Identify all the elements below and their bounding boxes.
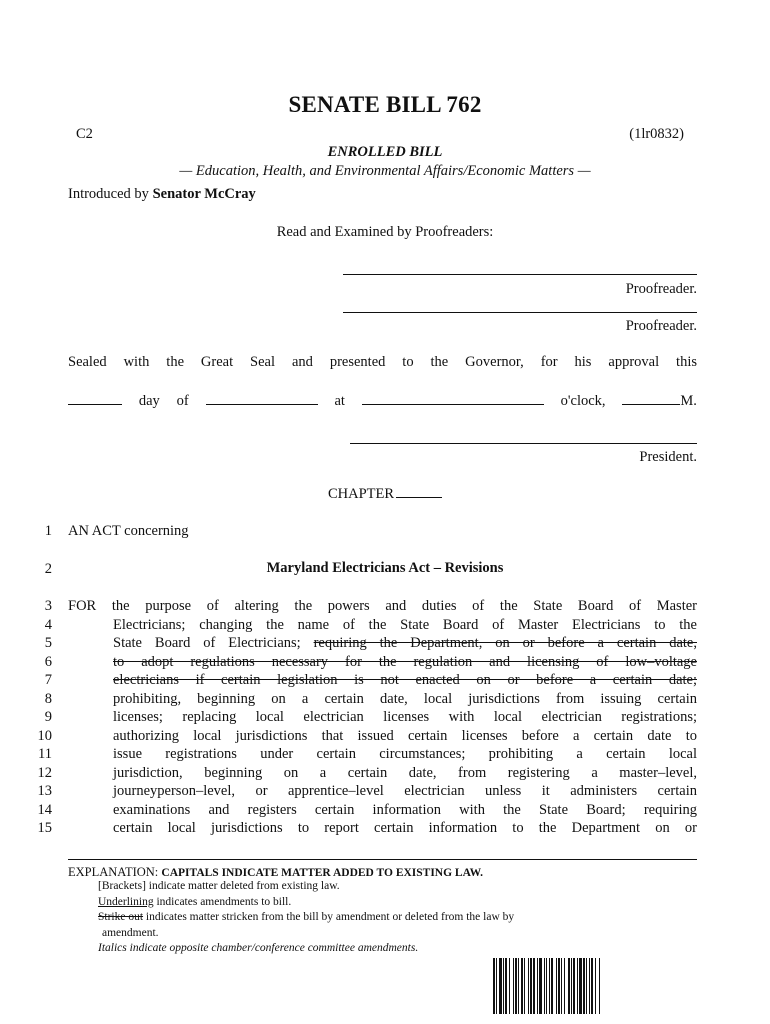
line-number: 5 [44,635,52,651]
explanation-lead: EXPLANATION: [68,865,159,879]
purpose-line: issue registrations under certain circumstances; prohibiting a certain local [113,746,697,762]
chapter-line [0,485,770,503]
draft-code: (1lr0832) [629,126,684,142]
line-number: 7 [44,672,52,688]
stricken-text: requiring the Department, on or before a certain date, [313,635,697,651]
barcode-bar [530,958,532,1014]
sponsor-name: Senator McCray [152,186,256,202]
line-number: 15 [37,820,52,836]
at-word: at [334,393,345,409]
barcode-bar [509,958,510,1014]
purpose-line: prohibiting, beginning on a certain date, local jurisdictions from issuing certain [113,691,697,707]
barcode-bar [524,958,525,1014]
line-number: 2 [44,561,52,577]
proofreader-label-1: Proofreader. [625,281,697,297]
month-blank [206,392,318,405]
date-time-line [68,392,697,410]
act-subtitle: Maryland Electricians Act – Revisions [266,560,504,576]
line-number: 14 [37,802,52,818]
barcode-bar [589,958,590,1014]
barcode-bar [568,958,570,1014]
oclock-word: o'clock, [560,393,606,409]
line-number: 10 [37,728,52,744]
explanation-brackets [98,880,340,892]
barcode-bar [579,958,582,1014]
line-number: 8 [44,691,52,707]
barcode-bar [513,958,514,1014]
bill-status: ENROLLED BILL [327,144,443,160]
proofreader-signature-line-1 [343,274,697,275]
barcode-bar [586,958,587,1014]
sealed-statement: Sealed with the Great Seal and presented to the Governor, for his approval this [68,354,697,370]
barcode-bar [537,958,538,1014]
meridiem-field [622,392,697,410]
footer-rule [68,859,697,860]
explanation-italics: Italics indicate opposite chamber/conference committee amendments. [98,942,419,954]
explanation-strike-cont: amendment. [102,927,159,939]
explanation-heading [68,865,483,880]
barcode-bar [556,958,557,1014]
barcode [493,958,681,1014]
proofreader-signature-line-2 [343,312,697,313]
barcode-bar [595,958,596,1014]
underlining-text: indicates amendments to bill. [156,896,292,908]
explanation-strike [98,911,514,923]
brackets-term: [Brackets] [98,880,146,892]
purpose-line: examinations and registers certain information with the State Board; requiring [113,802,697,818]
bill-title: SENATE BILL 762 [288,92,482,117]
barcode-bar [599,958,600,1014]
line-number: 13 [37,783,52,799]
purpose-line [113,635,697,652]
purpose-line: jurisdiction, beginning on a certain date, from registering a master–level, [113,765,697,781]
underlining-term: Underlining [98,896,154,908]
line-number: 1 [44,523,52,539]
barcode-bar [551,958,553,1014]
day-blank [68,392,122,405]
chapter-label: CHAPTER [327,486,395,502]
explanation-caps: CAPITALS INDICATE MATTER ADDED TO EXISTING LAW. [161,867,483,879]
meridiem-blank [622,392,680,405]
line-number: 11 [38,746,52,762]
of-word: of [176,393,189,409]
stricken-line: to adopt regulations necessary for the regulation and licensing of low–voltage [113,654,697,670]
barcode-bar [493,958,495,1014]
proofreaders-heading: Read and Examined by Proofreaders: [276,224,494,240]
line-number: 3 [44,598,52,614]
line-number: 4 [44,617,52,633]
barcode-bar [544,958,545,1014]
act-concerning: AN ACT concerning [68,523,189,539]
day-word: day [138,393,160,409]
barcode-bar [561,958,562,1014]
president-signature-line [350,443,697,444]
barcode-bar [533,958,535,1014]
chapter-number-blank [396,485,442,498]
time-blank [362,392,544,405]
line-number: 9 [44,709,52,725]
barcode-bar [591,958,593,1014]
barcode-bar [564,958,565,1014]
proofreader-label-2: Proofreader. [625,318,697,334]
strike-term: Strike out [98,911,144,923]
introduced-by [68,186,256,203]
barcode-bar [496,958,497,1014]
barcode-bar [518,958,519,1014]
introduced-prefix: Introduced by [68,186,149,202]
stricken-line: electricians if certain legislation is not enacted on or before a certain date; [113,672,697,688]
purpose-line: certain local jurisdictions to report certain information to the Department on or [113,820,697,836]
purpose-line: Electricians; changing the name of the State Board of Master Electricians to the [113,617,697,633]
barcode-bar [583,958,585,1014]
barcode-bar [573,958,575,1014]
meridiem-suffix: M. [680,393,697,409]
barcode-bar [499,958,502,1014]
barcode-bar [577,958,578,1014]
barcode-bar [528,958,529,1014]
line-number: 6 [44,654,52,670]
line-number: 12 [37,765,52,781]
barcode-bar [546,958,547,1014]
barcode-bar [549,958,550,1014]
barcode-bar [521,958,523,1014]
barcode-bar [571,958,572,1014]
barcode-bar [539,958,542,1014]
purpose-line: FOR the purpose of altering the powers and duties of the State Board of Master [68,598,697,614]
purpose-line: licenses; replacing local electrician licenses with local electrician registrations; [113,709,697,725]
explanation-underlining [98,896,291,908]
purpose-text: State Board of Electricians; [113,635,301,651]
purpose-line: journeyperson–level, or apprentice–level electrician unless it administers certain [113,783,697,799]
class-code: C2 [76,126,93,142]
brackets-text: indicate matter deleted from existing law. [148,880,340,892]
committee-line: — Education, Health, and Environmental Affairs/Economic Matters — [179,163,591,179]
barcode-bar [515,958,517,1014]
purpose-line: authorizing local jurisdictions that issued certain licenses before a certain date to [113,728,697,744]
barcode-bar [558,958,560,1014]
barcode-bar [505,958,507,1014]
president-label: President. [639,449,697,465]
barcode-bar [503,958,504,1014]
strike-text: indicates matter stricken from the bill by amendment or deleted from the law by [145,911,515,923]
